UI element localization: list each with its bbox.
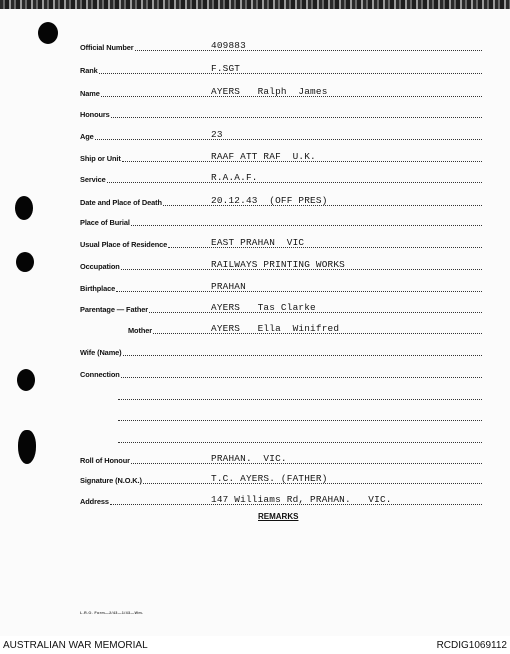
field-value: 409883 (211, 40, 246, 51)
field-official-number (0, 38, 510, 52)
field-label: Signature (N.O.K.) (80, 476, 142, 485)
dotted-rule (121, 377, 482, 378)
field-value: 147 Williams Rd, PRAHAN. VIC. (211, 494, 392, 505)
dotted-rule (116, 291, 482, 292)
field-label: Roll of Honour (80, 456, 130, 465)
field-age (0, 127, 510, 141)
field-usual-residence (0, 235, 510, 249)
scan-top-edge (0, 0, 510, 9)
field-label: Age (80, 132, 94, 141)
dotted-rule (135, 50, 482, 51)
field-address (0, 492, 510, 506)
field-value: EAST PRAHAN VIC (211, 237, 305, 248)
remarks-heading: REMARKS (258, 512, 299, 521)
field-mother (0, 321, 510, 335)
form-footnote: L.R.O. Form—2/43—1/43—Wm. (80, 611, 144, 615)
field-place-of-burial (0, 213, 510, 227)
field-connection-3 (0, 408, 510, 422)
field-service (0, 170, 510, 184)
field-father (0, 300, 510, 314)
field-connection (0, 365, 510, 379)
field-wife (0, 343, 510, 357)
field-label: Mother (128, 326, 153, 335)
field-value: R.A.A.F. (211, 172, 258, 183)
field-ship-or-unit (0, 149, 510, 163)
field-birthplace (0, 279, 510, 293)
field-name (0, 84, 510, 98)
field-label: Date and Place of Death (80, 198, 162, 207)
field-value: 23 (211, 129, 223, 140)
field-value: AYERS Tas Clarke (211, 302, 316, 313)
dotted-rule (99, 73, 482, 74)
field-label: Occupation (80, 262, 120, 271)
field-value: PRAHAN. VIC. (211, 453, 287, 464)
archive-footer (0, 636, 510, 654)
field-label: Rank (80, 66, 98, 75)
dotted-rule (95, 139, 482, 140)
dotted-rule (118, 442, 482, 443)
field-honours (0, 105, 510, 119)
field-date-place-death (0, 193, 510, 207)
field-connection-4 (0, 430, 510, 444)
field-label: Honours (80, 110, 110, 119)
field-label: Service (80, 175, 106, 184)
dotted-rule (123, 355, 482, 356)
dotted-rule (107, 182, 482, 183)
field-label: Usual Place of Residence (80, 240, 168, 249)
field-label: Ship or Unit (80, 154, 121, 163)
field-value: F.SGT (211, 63, 241, 74)
field-value: PRAHAN (211, 281, 246, 292)
field-label: Place of Burial (80, 218, 130, 227)
field-label: Name (80, 89, 100, 98)
field-label: Parentage — Father (80, 305, 149, 314)
field-roll-of-honour (0, 451, 510, 465)
field-label: Wife (Name) (80, 348, 122, 357)
field-label: Official Number (80, 43, 134, 52)
field-signature-nok (0, 471, 510, 485)
field-value: AYERS Ella Winifred (211, 323, 340, 334)
field-value: RAAF ATT RAF U.K. (211, 151, 316, 162)
dotted-rule (111, 117, 482, 118)
field-connection-2 (0, 387, 510, 401)
field-label: Address (80, 497, 109, 506)
field-occupation (0, 257, 510, 271)
archive-reference: RCDIG1069112 (436, 640, 507, 651)
archive-name: AUSTRALIAN WAR MEMORIAL (3, 640, 148, 651)
field-value: RAILWAYS PRINTING WORKS (211, 259, 345, 270)
field-label: Connection (80, 370, 120, 379)
dotted-rule (131, 463, 482, 464)
dotted-rule (118, 420, 482, 421)
dotted-rule (118, 399, 482, 400)
dotted-rule (131, 225, 482, 226)
field-rank (0, 61, 510, 75)
field-value: 20.12.43 (OFF PRES) (211, 195, 328, 206)
field-value: AYERS Ralph James (211, 86, 328, 97)
field-label: Birthplace (80, 284, 116, 293)
field-value: T.C. AYERS. (FATHER) (211, 473, 328, 484)
